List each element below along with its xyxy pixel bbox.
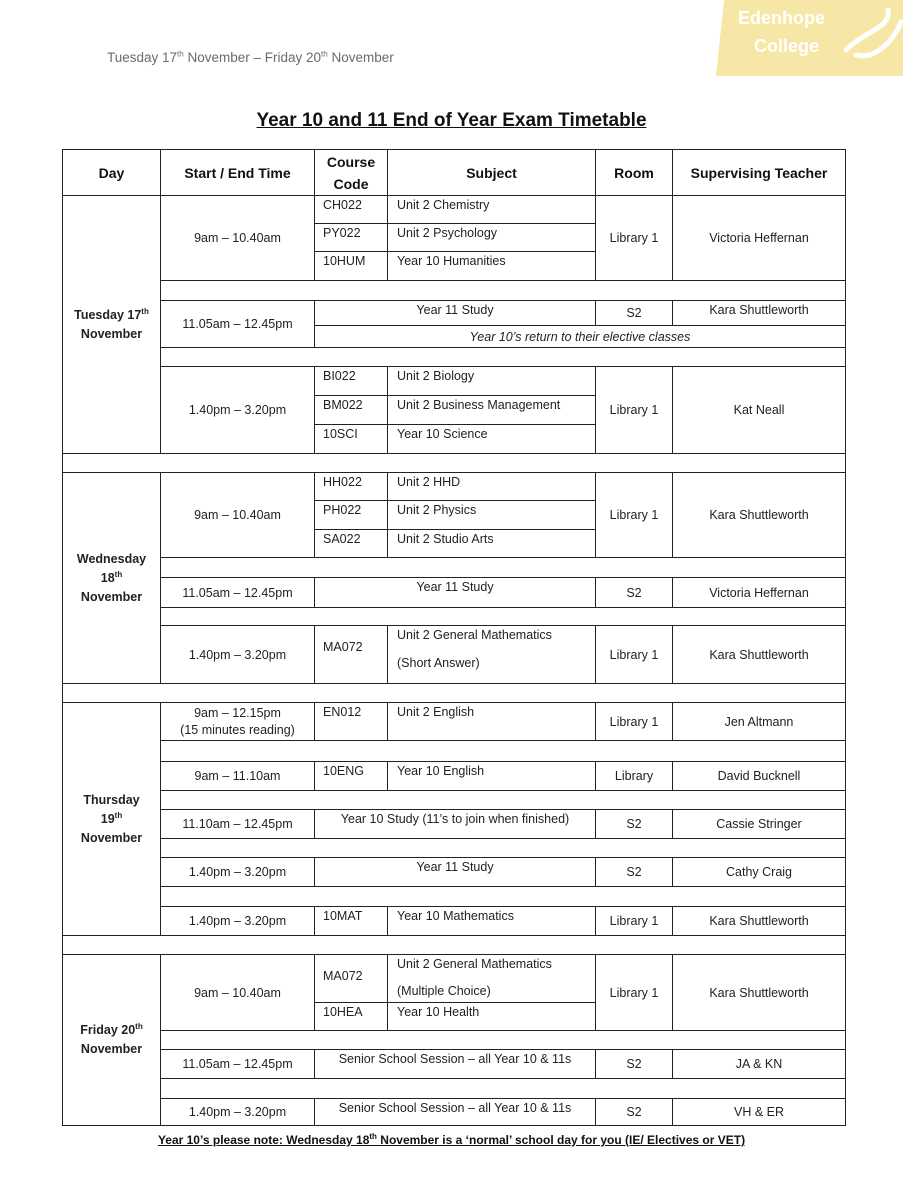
time-cell: 9am – 10.40am [161, 196, 315, 281]
spacer-row [161, 608, 846, 626]
time-cell: 11.05am – 12.45pm [161, 301, 315, 348]
teacher: JA & KN [673, 1050, 846, 1079]
time-cell: 11.05am – 12.45pm [161, 578, 315, 608]
footer-note: Year 10’s please note: Wednesday 18th November is a ‘normal’ school day for you (IE/ Electives or VET) [157, 1132, 746, 1147]
subject: Year 10 Study (11’s to join when finished) [315, 810, 596, 839]
course-code: 10SCI [315, 425, 388, 454]
page-title: Year 10 and 11 End of Year Exam Timetable [256, 110, 647, 131]
room: Library [596, 762, 673, 791]
spacer-row [161, 558, 846, 578]
course-code: SA022 [315, 530, 388, 558]
room: Library 1 [596, 703, 673, 741]
room: S2 [596, 578, 673, 608]
teacher: Kara Shuttleworth [673, 955, 846, 1031]
spacer-row [161, 741, 846, 762]
spacer-row [161, 887, 846, 907]
teacher: Kara Shuttleworth [673, 626, 846, 684]
spacer-row [161, 348, 846, 367]
subject: Unit 2 Business Management [388, 396, 596, 425]
teacher: Kara Shuttleworth [673, 473, 846, 558]
date-range: Tuesday 17th November – Friday 20th November [107, 49, 394, 65]
subject: Unit 2 Physics [388, 501, 596, 530]
spacer-row [161, 281, 846, 301]
course-code: 10HEA [315, 1003, 388, 1031]
subject: Unit 2 Biology [388, 367, 596, 396]
spacer-row [161, 791, 846, 810]
room: Library 1 [596, 473, 673, 558]
col-header-subject: Subject [388, 150, 596, 196]
day-wednesday: Wednesday 18th November [63, 473, 161, 684]
teacher: David Bucknell [673, 762, 846, 791]
teacher: VH & ER [673, 1099, 846, 1126]
spacer-row [161, 839, 846, 858]
time-cell: 9am – 11.10am [161, 762, 315, 791]
room: Library 1 [596, 626, 673, 684]
teacher: Kara Shuttleworth [673, 301, 846, 326]
subject: Year 10 Humanities [388, 252, 596, 281]
teacher: Jen Altmann [673, 703, 846, 741]
subject-detail: (Short Answer) [388, 654, 596, 684]
teacher: Victoria Heffernan [673, 578, 846, 608]
col-header-code: Course Code [315, 150, 388, 196]
col-header-day: Day [63, 150, 161, 196]
day-separator [63, 936, 846, 955]
col-header-teacher: Supervising Teacher [673, 150, 846, 196]
day-separator [63, 454, 846, 473]
subject-detail: (Multiple Choice) [388, 984, 596, 1003]
course-code: EN012 [315, 703, 388, 741]
subject: Unit 2 Studio Arts [388, 530, 596, 558]
col-header-room: Room [596, 150, 673, 196]
subject: Senior School Session – all Year 10 & 11s [315, 1050, 596, 1079]
room: Library 1 [596, 955, 673, 1031]
time-cell: 1.40pm – 3.20pm [161, 858, 315, 887]
time-cell: 1.40pm – 3.20pm [161, 907, 315, 936]
time-cell: 1.40pm – 3.20pm [161, 1099, 315, 1126]
subject: Unit 2 General Mathematics [388, 955, 596, 984]
subject: Year 10 Health [388, 1003, 596, 1031]
course-code: HH022 [315, 473, 388, 501]
time-cell: 9am – 10.40am [161, 955, 315, 1031]
spacer-row [161, 1031, 846, 1050]
room: Library 1 [596, 907, 673, 936]
course-code: PY022 [315, 224, 388, 252]
subject: Year 11 Study [315, 578, 596, 608]
room: S2 [596, 1050, 673, 1079]
subject: Unit 2 General Mathematics [388, 626, 596, 654]
subject: Year 10 Mathematics [388, 907, 596, 936]
course-code: PH022 [315, 501, 388, 530]
course-code: BM022 [315, 396, 388, 425]
subject: Year 10 Science [388, 425, 596, 454]
subject: Year 10 English [388, 762, 596, 791]
course-code: 10ENG [315, 762, 388, 791]
subject: Unit 2 Chemistry [388, 196, 596, 224]
teacher: Cathy Craig [673, 858, 846, 887]
teacher: Kat Neall [673, 367, 846, 454]
room: Library 1 [596, 367, 673, 454]
logo-line-2: College [754, 36, 820, 56]
time-cell: 11.05am – 12.45pm [161, 1050, 315, 1079]
time-cell: 1.40pm – 3.20pm [161, 626, 315, 684]
room: S2 [596, 810, 673, 839]
subject: Unit 2 HHD [388, 473, 596, 501]
session-note: Year 10’s return to their elective classes [315, 326, 846, 348]
teacher: Kara Shuttleworth [673, 907, 846, 936]
room: S2 [596, 858, 673, 887]
day-thursday: Thursday 19th November [63, 703, 161, 936]
subject: Unit 2 English [388, 703, 596, 741]
room: S2 [596, 301, 673, 326]
day-friday: Friday 20th November [63, 955, 161, 1126]
course-code: 10HUM [315, 252, 388, 281]
room: Library 1 [596, 196, 673, 281]
spacer-row [161, 1079, 846, 1099]
day-tuesday: Tuesday 17th November [63, 196, 161, 454]
col-header-time: Start / End Time [161, 150, 315, 196]
subject: Year 11 Study [315, 858, 596, 887]
exam-timetable [62, 149, 846, 1126]
subject: Unit 2 Psychology [388, 224, 596, 252]
room: S2 [596, 1099, 673, 1126]
course-code: BI022 [315, 367, 388, 396]
course-code: 10MAT [315, 907, 388, 936]
logo-line-1: Edenhope [738, 8, 826, 28]
course-code: MA072 [315, 955, 388, 1003]
time-cell: 9am – 12.15pm (15 minutes reading) [161, 703, 315, 741]
course-code: CH022 [315, 196, 388, 224]
subject: Senior School Session – all Year 10 & 11s [315, 1099, 596, 1126]
subject: Year 11 Study [315, 301, 596, 326]
day-separator [63, 684, 846, 703]
teacher: Cassie Stringer [673, 810, 846, 839]
course-code: MA072 [315, 626, 388, 684]
time-cell: 9am – 10.40am [161, 473, 315, 558]
time-cell: 1.40pm – 3.20pm [161, 367, 315, 454]
time-cell: 11.10am – 12.45pm [161, 810, 315, 839]
college-logo [716, 0, 903, 76]
teacher: Victoria Heffernan [673, 196, 846, 281]
